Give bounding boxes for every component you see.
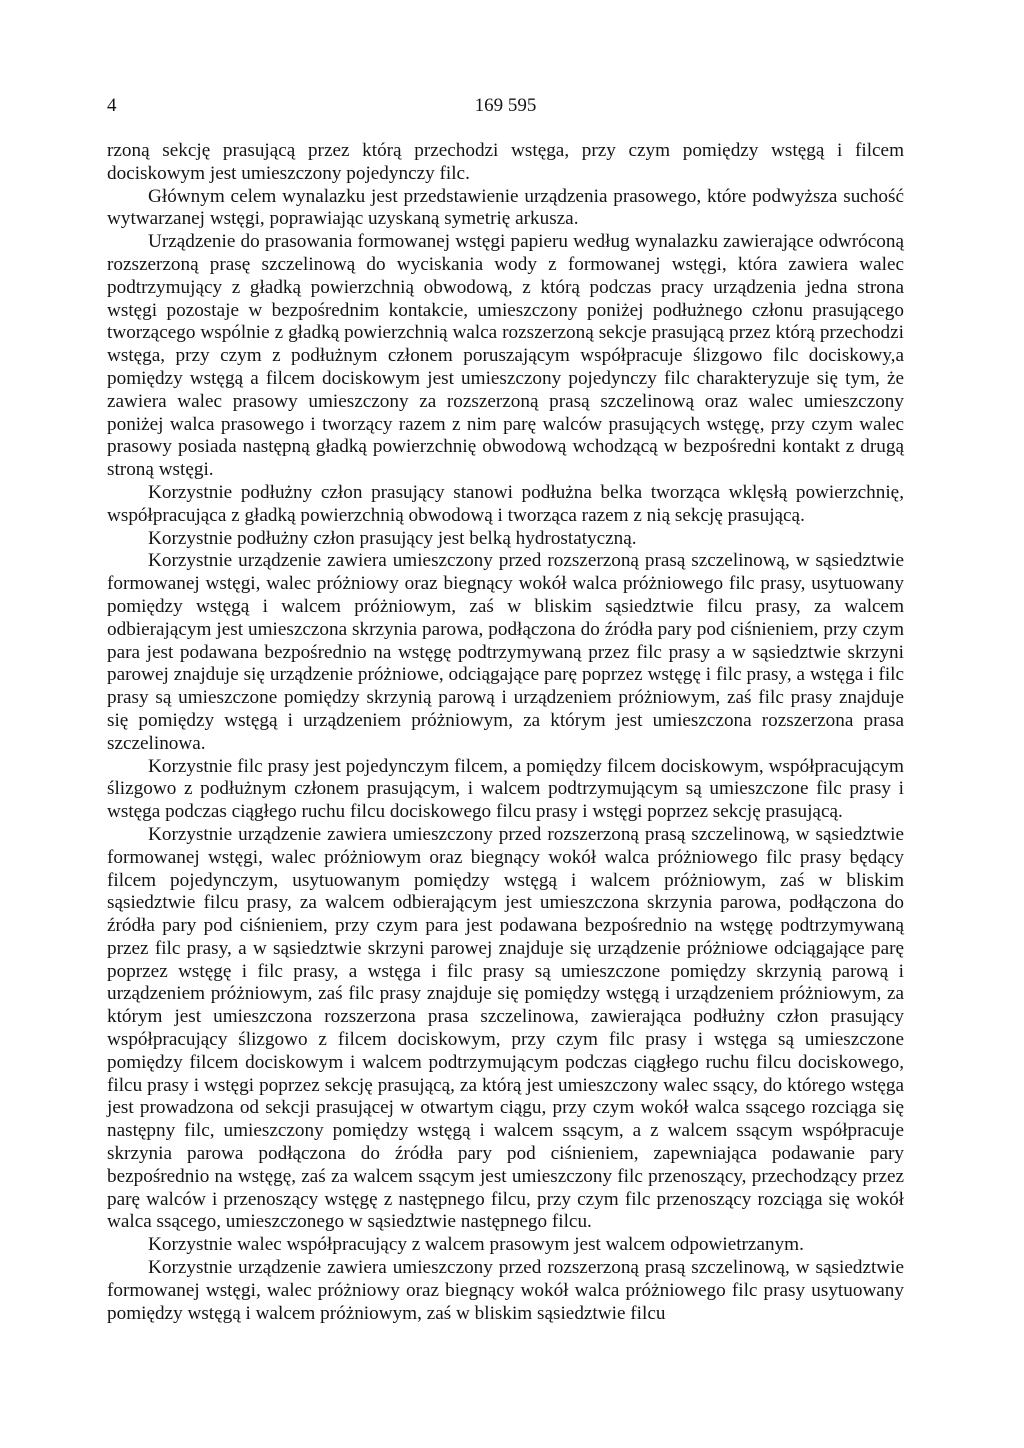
- body-text: [107, 140, 904, 1325]
- paragraph: Korzystnie podłużny człon prasujący jest belką hydrostatyczną.: [148, 527, 637, 549]
- page-header: [107, 95, 904, 119]
- paragraph: Korzystnie podłużny człon prasujący stanowi podłużna belka tworząca wklęsłą powierzchnię, współpracująca z gładką powierzchnią obwodową i tworząca razem z nią sekcję prasującą.: [107, 481, 904, 526]
- paragraph: Korzystnie urządzenie zawiera umieszczony przed rozszerzoną prasą szczelinową, w sąsiedztwie formowanej wstęgi, walec próżniowy oraz biegnący wokół walca próżniowego filc prasy usytuowany pomiędzy wstęgą i walcem próżniowym, zaś w bliskim sąsiedztwie filcu: [107, 1257, 904, 1324]
- paragraph: Korzystnie filc prasy jest pojedynczym filcem, a pomiędzy filcem dociskowym, współpracującym ślizgowo z podłużnym członem prasującym, i walcem podtrzymującym są umieszczone filc prasy i wstęga podczas ciągłego ruchu filcu dociskowego filcu prasy i wstęgi poprzez sekcję prasującą.: [107, 755, 904, 823]
- paragraph: Korzystnie urządzenie zawiera umieszczony przed rozszerzoną prasą szczelinową, w sąsiedztwie formowanej wstęgi, walec próżniowym oraz biegnący wokół walca próżniowego filc prasy będący filcem pojedynczym, usytuowanym pomiędzy wstęgą i walcem próżniowym, zaś w bliskim sąsiedztwie filcu prasy, za walcem odbierającym jest umieszczona skrzynia parowa, podłączona do źródła pary pod ciśnieniem, przy czym para jest podawana bezpośrednio na wstęgę podtrzymywaną przez filc prasy, a w sąsiedztwie skrzyni parowej znajduje się urządzenie próżniowe odciągające parę poprzez wstęgę i filc prasy, a wstęga i filc prasy są umieszczone pomiędzy skrzynią parową i urządzeniem próżniowym, zaś filc prasy znajduje się pomiędzy wstęgą i urządzeniem próżniowym, za którym jest umieszczona rozszerzona prasa szczelinowa, zawierająca podłużny człon prasujący współpracujący ślizgowo z filcem dociskowym, przy czym filc prasy i wstęga są umieszczone pomiędzy filcem dociskowym i walcem podtrzymującym podczas ciągłego ruchu filcu dociskowego, filcu prasy i wstęgi poprzez sekcję prasującą, za którą jest umieszczony walec ssący, do którego wstęga jest prowadzona od sekcji prasującej w otwartym ciągu, przy czym wokół walca ssącego rozciąga się następny filc, umieszczony pomiędzy wstęgą i walcem ssącym, a z walcem ssącym współpracuje skrzynia parowa podłączona do źródła pary pod ciśnieniem, zapewniająca podawanie pary bezpośrednio na wstęgę, zaś za walcem ssącym jest umieszczony filc przenoszący, przechodzący przez parę walców i przenoszący wstęgę z następnego filcu, przy czym filc przenoszący rozciąga się wokół walca ssącego, umieszczonego w sąsiedztwie następnego filcu.: [107, 823, 904, 1233]
- document-number: 169 595: [474, 95, 537, 116]
- paragraph: Głównym celem wynalazku jest przedstawienie urządzenia prasowego, które podwyższa suchość wytwarzanej wstęgi, poprawiając uzyskaną symetrię arkusza.: [107, 185, 904, 230]
- paragraph: Urządzenie do prasowania formowanej wstęgi papieru według wynalazku zawierające odwróconą rozszerzoną prasę szczelinową do wyciskania wody z formowanej wstęgi, która zawiera walec podtrzymujący z gładką powierzchnią obwodową, z którą podczas pracy urządzenia jedna strona wstęgi pozostaje w bezpośrednim kontakcie, umieszczony poniżej podłużnego członu prasującego tworzącego wspólnie z gładką powierzchnią walca rozszerzoną sekcje prasującą przez którą przechodzi wstęga, przy czym z podłużnym członem poruszającym współpracuje ślizgowo filc dociskowy,a pomiędzy wstęgą a filcem dociskowym jest umieszczony pojedynczy filc charakteryzuje się tym, że zawiera walec prasowy umieszczony za rozszerzoną prasą szczelinową oraz walec umieszczony poniżej walca prasowego i tworzący razem z nim parę walców prasujących wstęgę, przy czym walec prasowy posiada następną gładką powierzchnię obwodową wchodzącą w bezpośredni kontakt z drugą stroną wstęgi.: [107, 231, 904, 481]
- paragraph: Korzystnie walec współpracujący z walcem prasowym jest walcem odpowietrzanym.: [148, 1234, 804, 1256]
- page-number: 4: [107, 95, 117, 116]
- paragraph-continued: rzoną sekcję prasującą przez którą przechodzi wstęga, przy czym pomiędzy wstęgą i filcem dociskowym jest umieszczony pojedynczy filc.: [107, 140, 904, 184]
- paragraph: Korzystnie urządzenie zawiera umieszczony przed rozszerzoną prasą szczelinową, w sąsiedztwie formowanej wstęgi, walec próżniowy oraz biegnący wokół walca próżniowego filc prasy, usytuowany pomiędzy wstęgą i walcem próżniowym, zaś w bliskim sąsiedztwie filcu prasy, za walcem odbierającym jest umieszczona skrzynia parowa, podłączona do źródła pary pod ciśnieniem, przy czym para jest podawana bezpośrednio na wstęgę podtrzymywaną przez filc prasy a w sąsiedztwie skrzyni parowej znajduje się urządzenie próżniowe, odciągające parę poprzez wstęgę i filc prasy, a wstęga i filc prasy są umieszczone pomiędzy skrzynią parową i urządzeniem próżniowym, zaś filc prasy znajduje się pomiędzy wstęgą i urządzeniem próżniowym, za którym jest umieszczona rozszerzona prasa szczelinowa.: [107, 550, 904, 754]
